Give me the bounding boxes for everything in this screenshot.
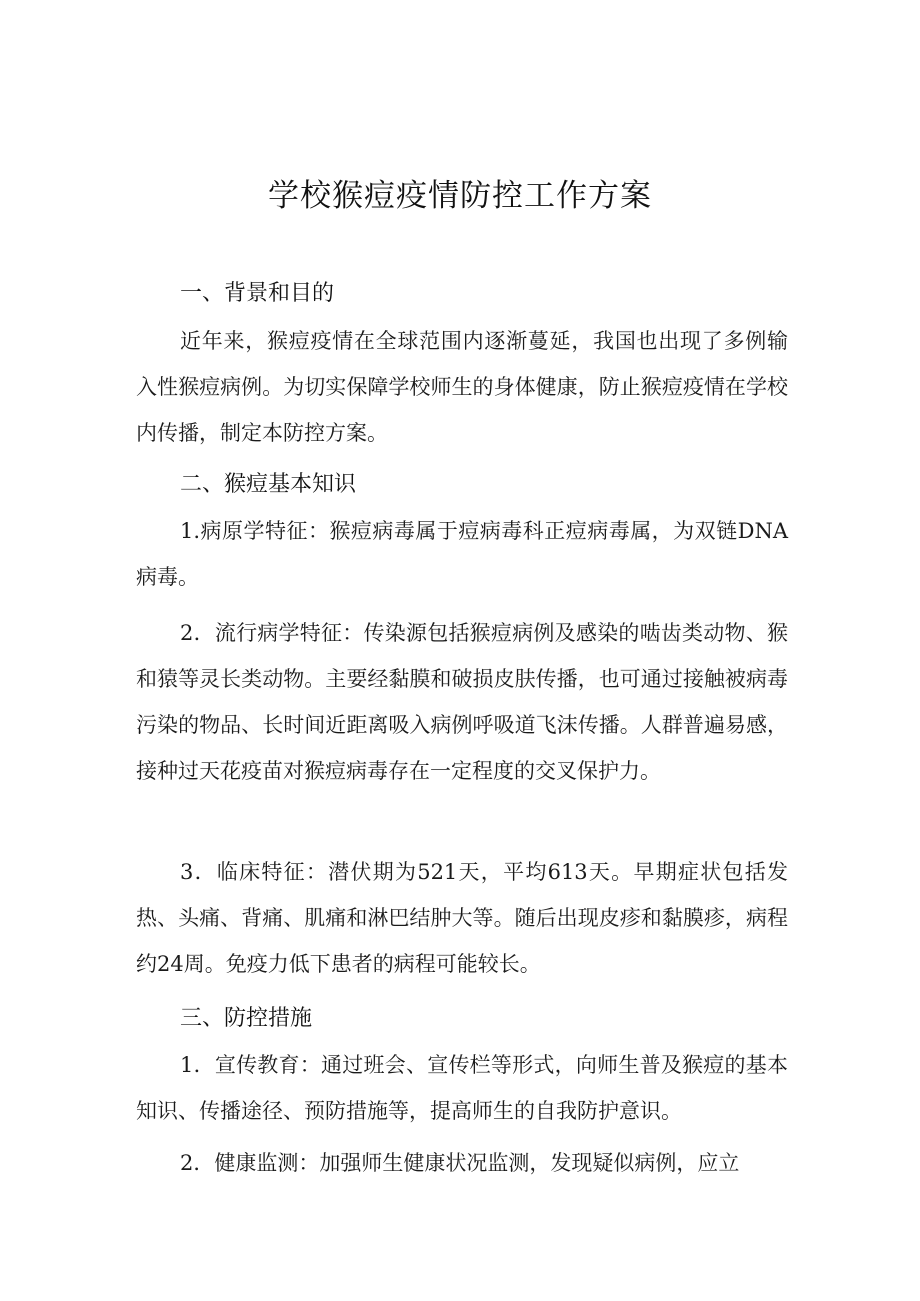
section-heading-background: 一、背景和目的 [180, 281, 335, 306]
document-title: 学校猴痘疫情防控工作方案 [268, 178, 652, 214]
paragraph-education: 1．宣传教育：通过班会、宣传栏等形式，向师生普及猴痘的基本知识、传播途径、预防措施等，提高师生的自我防护意识。 [136, 1053, 788, 1123]
paragraph-background: 近年来，猴痘疫情在全球范围内逐渐蔓延，我国也出现了多例输入性猴痘病例。为切实保障学校师生的身体健康，防止猴痘疫情在学校内传播，制定本防控方案。 [136, 329, 788, 445]
paragraph-monitoring: 2．健康监测：加强师生健康状况监测，发现疑似病例，应立 [180, 1151, 740, 1175]
paragraph-epidemiology: 2．流行病学特征：传染源包括猴痘病例及感染的啮齿类动物、猴和猿等灵长类动物。主要经黏膜和破损皮肤传播，也可通过接触被病毒污染的物品、长时间近距离吸入病例呼吸道飞沫传播。人群普遍易感，接种过天花疫苗对猴痘病毒存在一定程度的交叉保护力。 [136, 621, 788, 783]
paragraph-pathogen: 1.病原学特征：猴痘病毒属于痘病毒科正痘病毒属，为双链DNA病毒。 [136, 519, 788, 589]
section-heading-basic-knowledge: 二、猴痘基本知识 [180, 472, 357, 497]
section-heading-measures: 三、防控措施 [180, 1006, 313, 1031]
paragraph-clinical: 3．临床特征：潜伏期为521天，平均613天。早期症状包括发热、头痛、背痛、肌痛和淋巴结肿大等。随后出现皮疹和黏膜疹，病程约24周。免疫力低下患者的病程可能较长。 [136, 860, 788, 976]
